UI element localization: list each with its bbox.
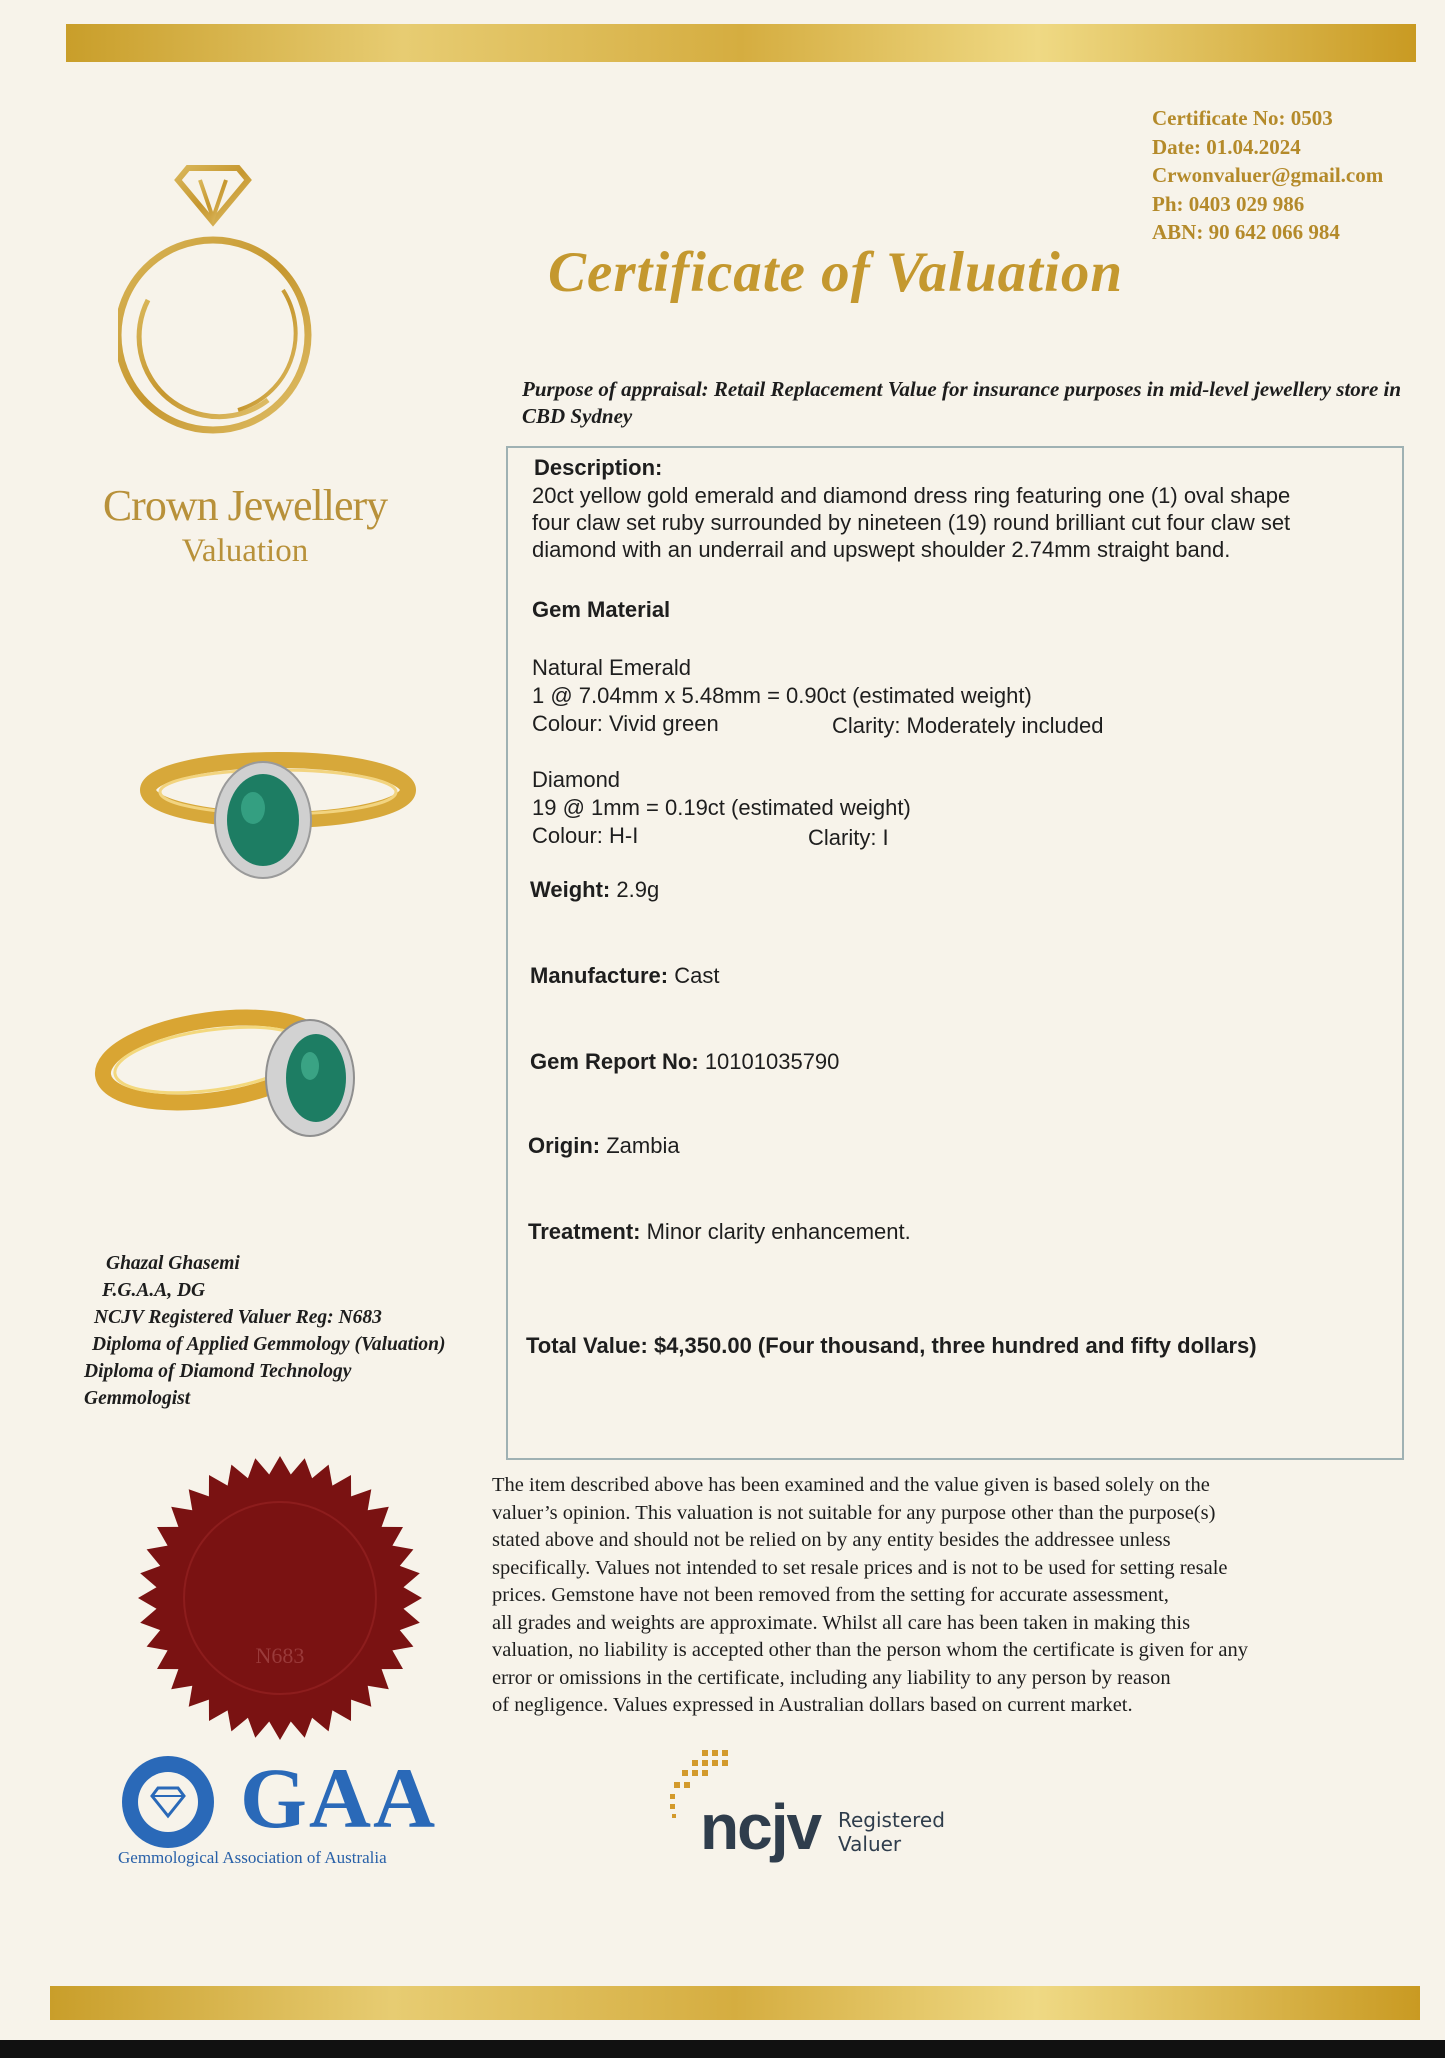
gem-report-label: Gem Report No: [530, 1049, 699, 1074]
valuer-title: Gemmologist [84, 1388, 191, 1409]
top-gold-border [66, 24, 1416, 62]
emerald-colour: Colour: Vivid green [532, 711, 719, 736]
description-box [506, 446, 1404, 1460]
valuer-registration: NCJV Registered Valuer Reg: N683 [94, 1307, 382, 1328]
description-line-1: 20ct yellow gold emerald and diamond dress ring featuring one (1) oval shape [532, 483, 1291, 508]
certificate-date: Date: 01.04.2024 [1152, 134, 1301, 159]
weight-label: Weight: [530, 877, 611, 902]
gem-report-value: 10101035790 [704, 1049, 840, 1074]
manufacture-label: Manufacture: [530, 963, 669, 988]
crown-ring-logo-icon [118, 160, 378, 460]
gem-material-label: Gem Material [532, 597, 671, 622]
weight-value: 2.9g [616, 877, 660, 902]
valuer-qualification: F.G.A.A, DG [102, 1280, 206, 1301]
diamond-measure: 19 @ 1mm = 0.19ct (estimated weight) [532, 795, 911, 820]
bottom-gold-border [50, 1986, 1420, 2020]
diamond-colour: Colour: H-I [532, 823, 639, 848]
ncjv-wordmark: ncjv [700, 1791, 821, 1863]
emerald-measure: 1 @ 7.04mm x 5.48mm = 0.90ct (estimated weight) [532, 683, 1032, 708]
scan-edge [0, 2040, 1445, 2058]
disclaimer-line: of negligence. Values expressed in Australian dollars based on current market. [492, 1694, 1133, 1716]
ncjv-valuer: Valuer [838, 1832, 902, 1856]
diamond-clarity: Clarity: I [808, 825, 889, 850]
gaa-abbreviation: GAA [240, 1750, 438, 1846]
disclaimer-line: prices. Gemstone have not been removed from the setting for accurate assessment, [492, 1584, 1169, 1606]
diamond-name: Diamond [532, 767, 621, 792]
page-title: Certificate of Valuation [548, 241, 1124, 304]
origin-label: Origin: [528, 1133, 601, 1158]
abn-number: ABN: 90 642 066 984 [1152, 220, 1340, 244]
manufacture-value: Cast [674, 963, 720, 988]
disclaimer-line: error or omissions in the certificate, including any liability to any person by reason [492, 1666, 1171, 1689]
contact-email: Crwonvaluer@gmail.com [1152, 163, 1384, 187]
description-label: Description: [534, 455, 663, 480]
emerald-name: Natural Emerald [532, 655, 691, 680]
brand-name: Crown Jewellery [102, 481, 388, 530]
certificate-info [1152, 104, 1383, 247]
brand-block [54, 480, 436, 570]
origin-value: Zambia [606, 1133, 680, 1158]
total-value: Total Value: $4,350.00 (Four thousand, three hundred and fifty dollars) [526, 1333, 1257, 1358]
ring-front-photo [128, 720, 428, 900]
disclaimer [492, 1472, 1412, 1720]
wax-seal-icon [130, 1448, 430, 1748]
disclaimer-line: specifically. Values not intended to set resale prices and is not to be used for setting resale [492, 1556, 1228, 1579]
disclaimer-line: valuation, no liability is accepted other than the person whom the certificate is given for any [492, 1639, 1248, 1661]
disclaimer-line: all grades and weights are approximate. Whilst all care has been taken in making this [492, 1611, 1191, 1634]
gaa-emblem-icon [118, 1752, 230, 1852]
treatment-value: Minor clarity enhancement. [646, 1219, 911, 1244]
ncjv-registered: Registered [838, 1808, 945, 1832]
disclaimer-line: stated above and should not be relied on by any entity besides the addressee unless [492, 1529, 1171, 1551]
treatment-label: Treatment: [528, 1219, 641, 1244]
ncjv-registered-valuer [838, 1808, 945, 1856]
purpose-of-appraisal: Purpose of appraisal: Retail Replacement Value for insurance purposes in mid-level jewellery store in CBD Sydney [522, 377, 1402, 428]
valuer-diploma-gemmology: Diploma of Applied Gemmology (Valuation) [92, 1334, 446, 1355]
disclaimer-line: The item described above has been examined and the value given is based solely on the [492, 1474, 1210, 1496]
valuer-name: Ghazal Ghasemi [106, 1253, 240, 1274]
valuer-diploma-diamond: Diploma of Diamond Technology [84, 1361, 352, 1382]
valuer-credentials [84, 1250, 446, 1412]
seal-code: N683 [255, 1643, 305, 1668]
description-line-3: diamond with an underrail and upswept shoulder 2.74mm straight band. [532, 537, 1231, 562]
description-line-2: four claw set ruby surrounded by nineteen (19) round brilliant cut four claw set [532, 510, 1291, 535]
ring-side-photo [92, 990, 392, 1160]
certificate-number: Certificate No: 0503 [1152, 106, 1333, 130]
emerald-clarity: Clarity: Moderately included [832, 713, 1104, 738]
brand-subtitle: Valuation [181, 533, 309, 569]
gaa-full-name: Gemmological Association of Australia [118, 1848, 387, 1867]
contact-phone: Ph: 0403 029 986 [1152, 191, 1305, 216]
disclaimer-line: valuer’s opinion. This valuation is not suitable for any purpose other than the purpose(s) [492, 1501, 1216, 1524]
